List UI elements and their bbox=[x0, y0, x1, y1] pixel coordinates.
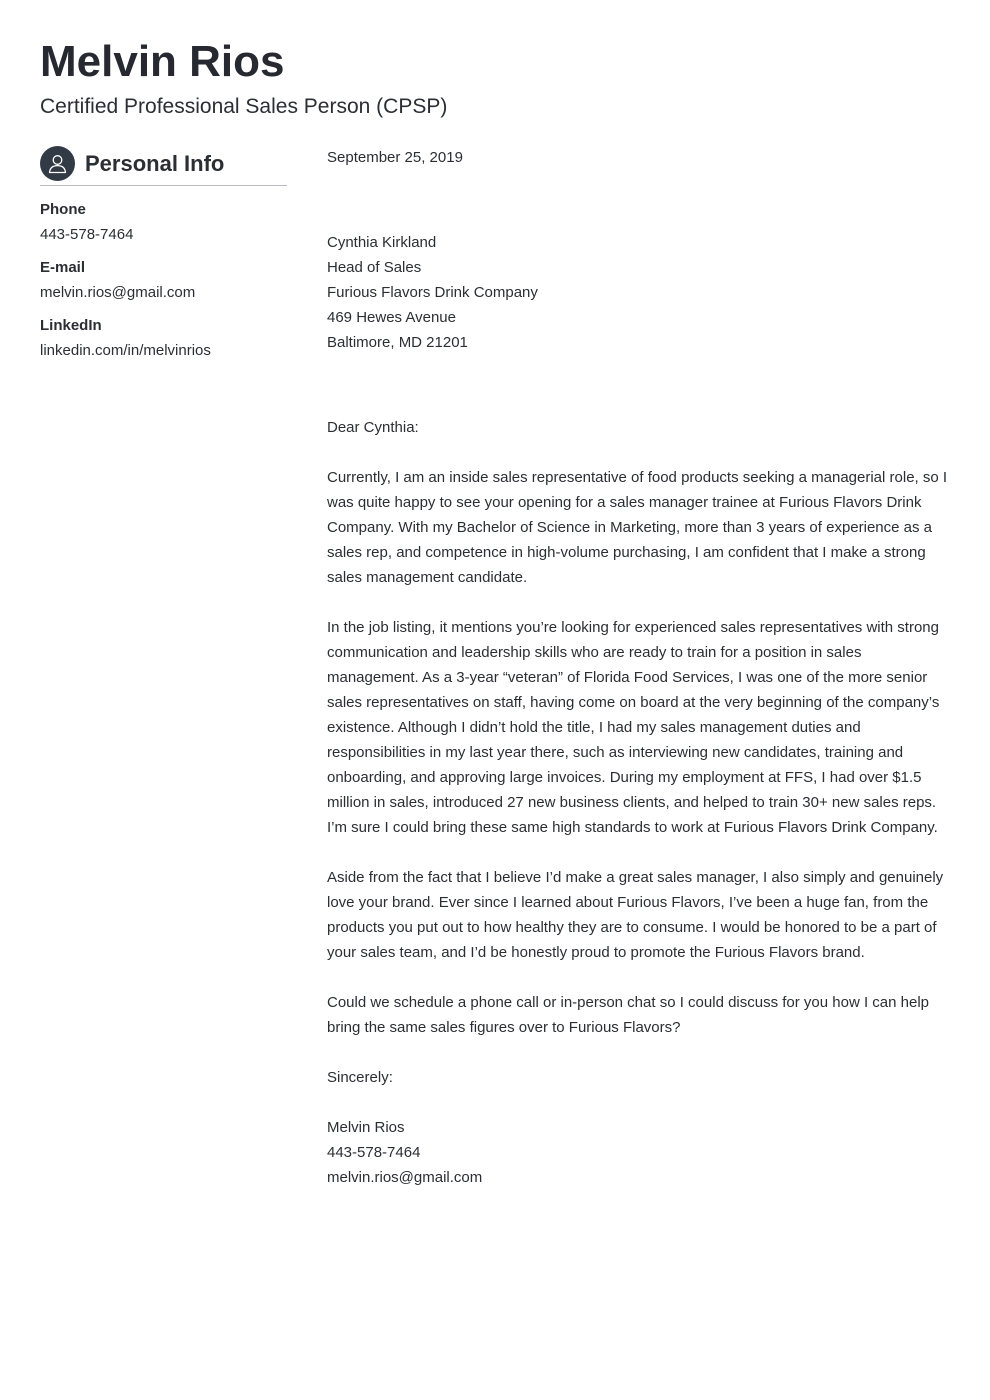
contact-list bbox=[40, 200, 287, 361]
person-icon-glyph bbox=[47, 153, 68, 174]
recipient-name: Cynthia Kirkland bbox=[327, 234, 437, 251]
sidebar bbox=[40, 146, 287, 374]
linkedin-label: LinkedIn bbox=[40, 317, 102, 334]
signature-email: melvin.rios@gmail.com bbox=[327, 1169, 483, 1186]
recipient-company: Furious Flavors Drink Company bbox=[327, 284, 538, 301]
phone-label: Phone bbox=[40, 201, 86, 218]
personal-info-title: Personal Info bbox=[85, 150, 225, 176]
linkedin-value: linkedin.com/in/melvinrios bbox=[40, 342, 211, 359]
letter-date: September 25, 2019 bbox=[327, 149, 463, 166]
recipient-city: Baltimore, MD 21201 bbox=[327, 334, 468, 351]
paragraph-experience: In the job listing, it mentions you’re looking for experienced sales representatives with strong communication and leadership skills who are ready to train for a position in sales management. As a 3-year “veteran” of Florida Food Services, I was one of the more senior sales representatives on staff, having come on board at the very beginning of the company’s existence. Although I didn’t hold the title, I had my sales management duties and responsibilities in my last year there, such as interviewing new candidates, training and onboarding, and approving large invoices. During my employment at FFS, I had over $1.5 million in sales, introduced 27 new business clients, and helped to train 30+ new sales reps. I’m sure I could bring these same high standards to work at Furious Flavors Drink Company. bbox=[327, 619, 940, 836]
phone-value: 443-578-7464 bbox=[40, 226, 134, 243]
candidate-title: Certified Professional Sales Person (CPSP) bbox=[40, 95, 448, 118]
salutation: Dear Cynthia: bbox=[327, 419, 419, 436]
recipient-street: 469 Hewes Avenue bbox=[327, 309, 456, 326]
candidate-name: Melvin Rios bbox=[40, 37, 285, 86]
paragraph-intro: Currently, I am an inside sales representative of food products seeking a managerial role, so I was quite happy to see your opening for a sales manager trainee at Furious Flavors Drink Company. With my Bachelor of Science in Marketing, more than 3 years of experience as a sales rep, and competence in high-volume purchasing, I am confident that I make a strong sales management candidate. bbox=[327, 469, 948, 586]
recipient-block bbox=[327, 230, 952, 355]
email-value: melvin.rios@gmail.com bbox=[40, 284, 196, 301]
signature-block bbox=[327, 1115, 952, 1190]
signature-phone: 443-578-7464 bbox=[327, 1144, 421, 1161]
cover-letter-body bbox=[327, 145, 952, 1190]
person-icon bbox=[40, 146, 75, 181]
email-label: E-mail bbox=[40, 259, 86, 276]
paragraph-brand: Aside from the fact that I believe I’d make a great sales manager, I also simply and genuinely love your brand. Ever since I learned about Furious Flavors, I’ve been a huge fan, from the products you put out to how healthy they are to consume. I would be honored to be a part of your sales team, and I’d be honestly proud to promote the Furious Flavors brand. bbox=[327, 869, 944, 961]
paragraph-call-to-action: Could we schedule a phone call or in-person chat so I could discuss for you how I can help bring the same sales figures over to Furious Flavors? bbox=[327, 994, 930, 1036]
closing: Sincerely: bbox=[327, 1069, 393, 1086]
personal-info-header bbox=[40, 146, 287, 186]
recipient-position: Head of Sales bbox=[327, 259, 422, 276]
signature-name: Melvin Rios bbox=[327, 1119, 405, 1136]
